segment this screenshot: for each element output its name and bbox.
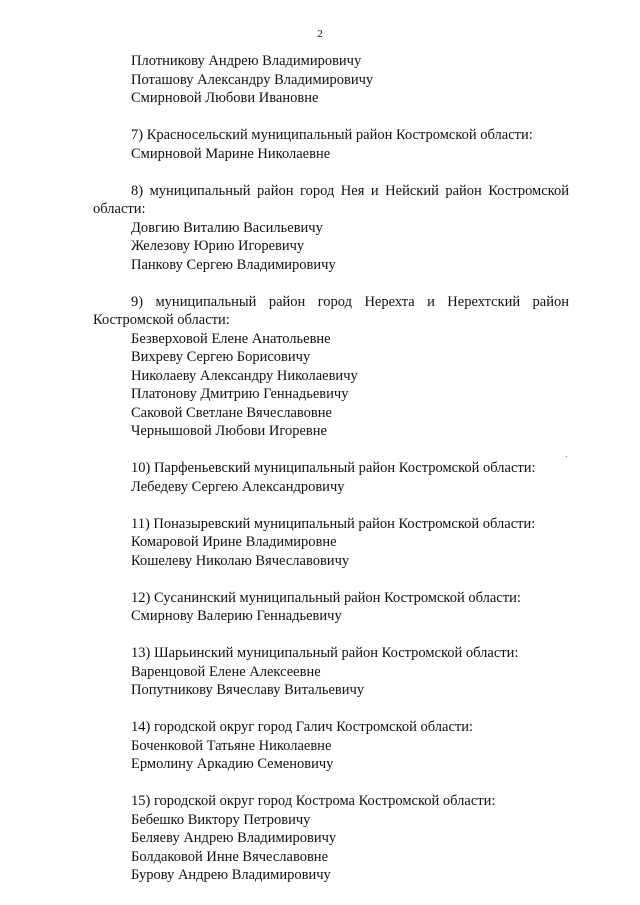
section-heading: 10) Парфеньевский муниципальный район Костромской области: bbox=[131, 460, 536, 476]
scan-speck bbox=[566, 456, 567, 457]
section-8 bbox=[93, 182, 569, 275]
person-name: Николаеву Александру Николаевичу bbox=[131, 367, 358, 384]
section-10 bbox=[93, 459, 569, 496]
page-number: 2 bbox=[317, 28, 323, 40]
section-heading: 14) городской округ город Галич Костромской области: bbox=[131, 719, 474, 735]
section-9 bbox=[93, 293, 569, 441]
person-name: Комаровой Ирине Владимировне bbox=[131, 534, 337, 550]
person-name: Попутникову Вячеславу Витальевичу bbox=[131, 682, 365, 698]
person-name: Бебешко Виктору Петровичу bbox=[131, 811, 311, 828]
person-name: Смирновой Любови Ивановне bbox=[131, 90, 319, 106]
section-heading: 13) Шарьинский муниципальный район Костромской области: bbox=[131, 645, 519, 661]
section-15 bbox=[93, 792, 569, 885]
section-13 bbox=[93, 644, 569, 700]
person-name: Вихреву Сергею Борисовичу bbox=[131, 349, 311, 365]
section-7 bbox=[93, 126, 569, 163]
section-heading: 9) муниципальный район город Нерехта и Нерехтский район Костромской области: bbox=[93, 293, 569, 328]
section-6-continued bbox=[93, 52, 569, 108]
person-name: Безверховой Елене Анатольевне bbox=[131, 330, 331, 347]
person-name: Ермолину Аркадию Семеновичу bbox=[131, 756, 334, 772]
person-name: Платонову Дмитрию Геннадьевичу bbox=[131, 386, 349, 402]
section-12 bbox=[93, 589, 569, 626]
section-14 bbox=[93, 718, 569, 774]
person-name: Смирновой Марине Николаевне bbox=[131, 145, 331, 162]
person-name: Смирнову Валерию Геннадьевичу bbox=[131, 608, 342, 624]
person-name: Кошелеву Николаю Вячеславовичу bbox=[131, 552, 350, 569]
section-heading: 15) городской округ город Кострома Костромской области: bbox=[131, 793, 496, 809]
person-name: Саковой Светлане Вячеславовне bbox=[131, 404, 332, 421]
person-name: Беляеву Андрею Владимировичу bbox=[131, 830, 337, 846]
person-name: Болдаковой Инне Вячеславовне bbox=[131, 848, 329, 865]
section-heading: 11) Поназыревский муниципальный район Костромской области: bbox=[131, 515, 536, 532]
person-name: Чернышовой Любови Игоревне bbox=[131, 423, 327, 439]
person-name: Варенцовой Елене Алексеевне bbox=[131, 663, 321, 680]
section-heading: 7) Красносельский муниципальный район Костромской области: bbox=[131, 127, 533, 143]
person-name: Лебедеву Сергею Александровичу bbox=[131, 478, 345, 495]
person-name: Поташову Александру Владимировичу bbox=[131, 71, 374, 88]
person-name: Довгию Виталию Васильевичу bbox=[131, 219, 323, 236]
section-11 bbox=[93, 515, 569, 571]
person-name: Железову Юрию Игоревичу bbox=[131, 238, 305, 254]
person-name: Боченковой Татьяне Николаевне bbox=[131, 737, 332, 754]
person-name: Плотникову Андрею Владимировичу bbox=[131, 53, 362, 69]
document-body bbox=[93, 52, 569, 903]
person-name: Панкову Сергею Владимировичу bbox=[131, 256, 336, 273]
person-name: Бурову Андрею Владимировичу bbox=[131, 867, 331, 883]
section-heading: 12) Сусанинский муниципальный район Костромской области: bbox=[131, 589, 521, 606]
section-heading: 8) муниципальный район город Нея и Нейский район Костромской области: bbox=[93, 182, 569, 217]
